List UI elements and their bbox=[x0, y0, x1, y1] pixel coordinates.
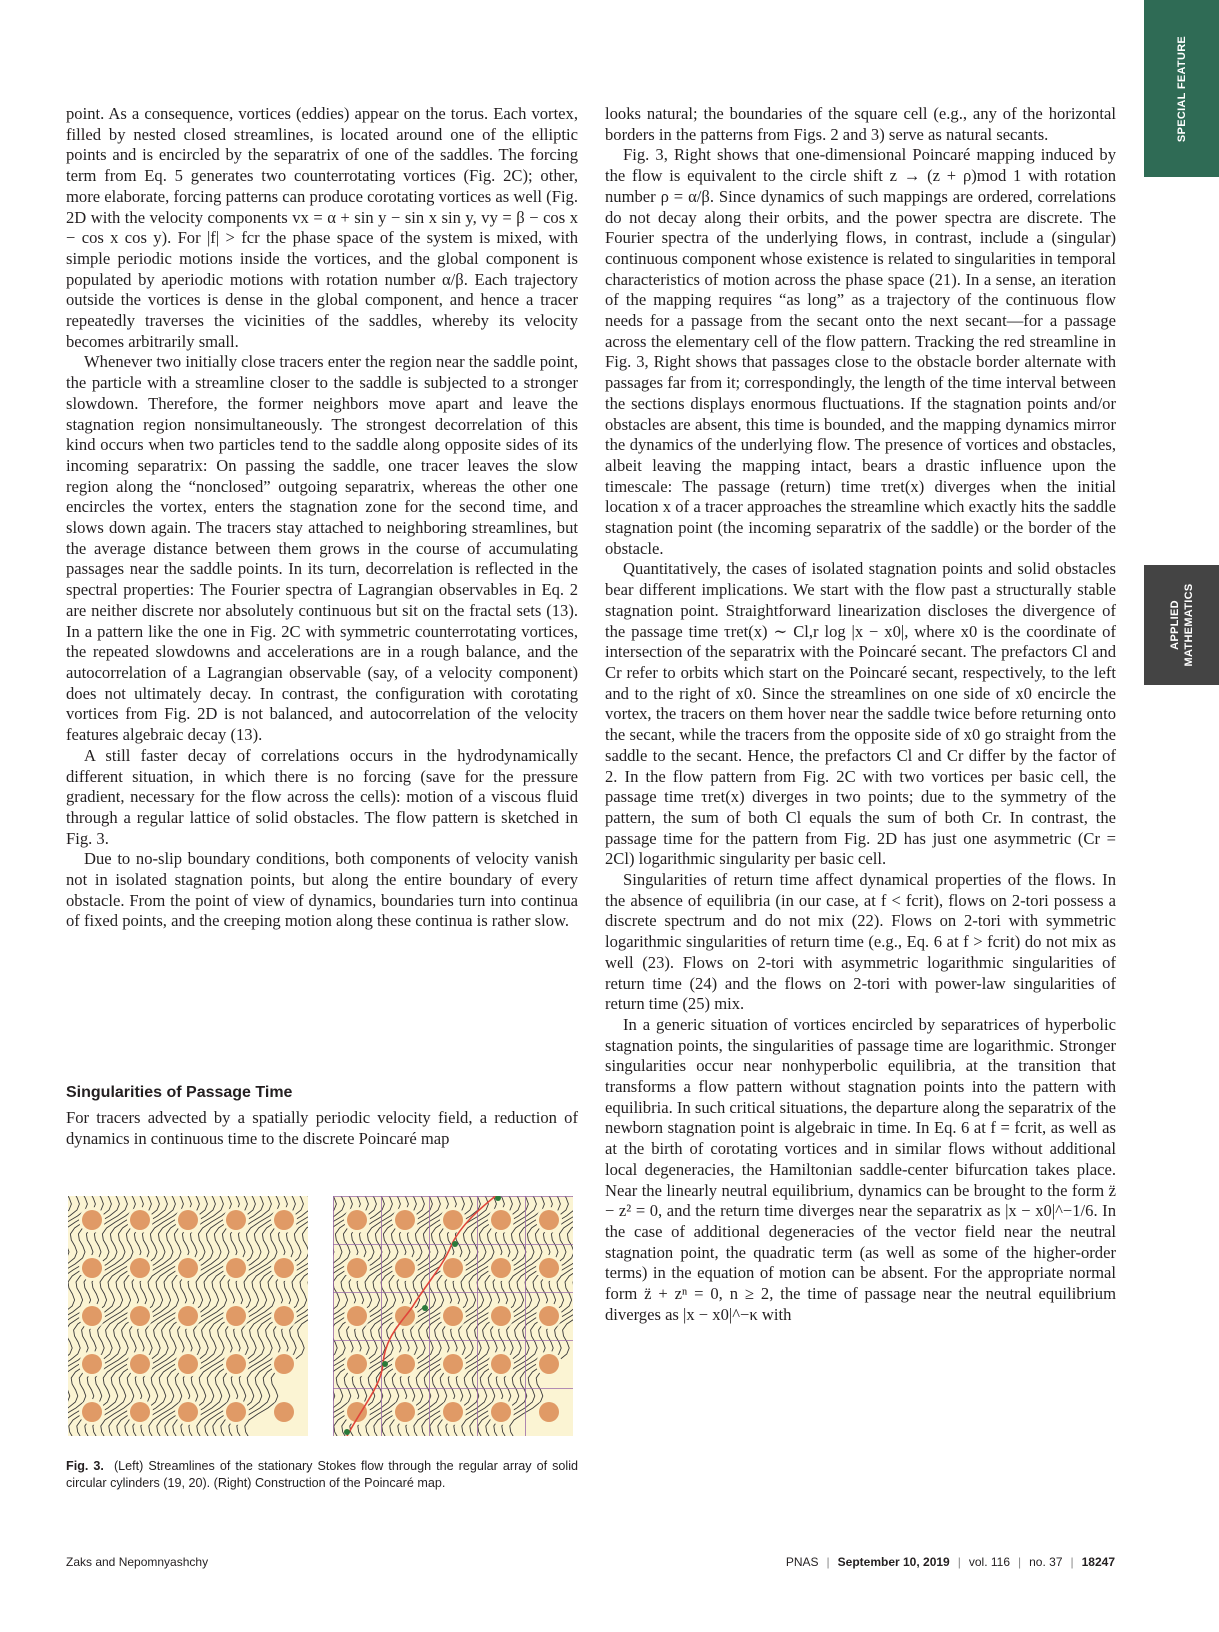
obstacle-cylinder bbox=[539, 1210, 559, 1230]
obstacle-cylinder bbox=[539, 1306, 559, 1326]
paragraph: Due to no-slip boundary conditions, both components of velocity vanish not in isolated stagnation points, but along the entire boundary of every obstacle. From the point of view of dynamics, boundaries turn into continua of fixed points, and the creeping motion along these continua is rather slow. bbox=[66, 849, 578, 931]
caption-label: Fig. 3. bbox=[66, 1459, 104, 1473]
obstacle-cylinder bbox=[178, 1210, 198, 1230]
obstacle-cylinder bbox=[443, 1210, 463, 1230]
footer-citation: PNAS | September 10, 2019 | vol. 116 | no. 37 | 18247 bbox=[785, 1555, 1115, 1569]
obstacle-cylinder bbox=[491, 1210, 511, 1230]
paragraph: Whenever two initially close tracers enter the region near the saddle point, the particle with a streamline closer to the saddle is subjected to a stronger slowdown. Therefore, the former neighbors move apart and leave the stagnation region nonsimultaneously. The strongest decorrelation of this kind occurs when two particles tend to the saddle along opposite sides of its incoming separatrix: On passing the saddle, one tracer leaves the slow region along the “nonclosed” outgoing separatrix, whereas the other one encircles the vortex, enters the stagnation zone for the second time, and slows down again. The tracers stay attached to neighboring streamlines, but the average distance between them grows in the course of accumulating passages near the saddle points. In its turn, decorrelation is reflected in the spectral properties: The Fourier spectra of Lagrangian observables in Eq. 2 are neither discrete nor absolutely continuous but sit on the fractal sets (13). In a pattern like the one in Fig. 2C with symmetric counterrotating vortices, the repeated slowdowns and accelerations are in a rough balance, and the autocorrelation of a Lagrangian observable (say, of a velocity component) does not ultimately decay. In contrast, the configuration with corotating vortices from Fig. 2D is not balanced, and autocorrelation of the velocity features algebraic decay (13). bbox=[66, 352, 578, 745]
obstacle-cylinder bbox=[491, 1306, 511, 1326]
paragraph: Quantitatively, the cases of isolated stagnation points and solid obstacles bear different implications. We start with the flow past a structurally stable stagnation point. Straightforward linearization discloses the divergence of the passage time τret(x) ∼ Cl,r log |x − x0|, where x0 is the coordinate of intersection of the separatrix with the Poincaré secant. The prefactors Cl and Cr refer to orbits which start on the Poincaré secant, respectively, to the left and to the right of x0. Since the streamlines on one side of x0 encircle the vortex, the tracers on them hover near the saddle twice before returning onto the secant, while the tracers from the opposite side of x0 go straight from the saddle to the secant. Hence, the prefactors Cl and Cr differ by the factor of 2. In the flow pattern from Fig. 2C with two vortices per basic cell, the passage time τret(x) diverges in two points; due to the symmetry of the pattern, the sum of both Cl equals the sum of both Cr. In contrast, the passage time for the pattern from Fig. 2D has just one asymmetric (Cr = 2Cl) logarithmic singularity per basic cell. bbox=[605, 559, 1116, 869]
footer-journal: PNAS bbox=[785, 1555, 819, 1569]
figure-caption bbox=[66, 1458, 578, 1492]
obstacle-cylinder bbox=[178, 1402, 198, 1422]
obstacle-cylinder bbox=[539, 1354, 559, 1374]
intersection-point bbox=[495, 1196, 501, 1201]
obstacle-cylinder bbox=[82, 1210, 102, 1230]
obstacle-cylinder bbox=[347, 1258, 367, 1278]
obstacle-cylinder bbox=[395, 1210, 415, 1230]
obstacle-cylinder bbox=[443, 1258, 463, 1278]
intersection-point bbox=[382, 1361, 388, 1367]
obstacle-cylinder bbox=[491, 1354, 511, 1374]
obstacle-cylinder bbox=[82, 1258, 102, 1278]
paragraph: looks natural; the boundaries of the square cell (e.g., any of the horizontal borders in the patterns from Figs. 2 and 3) serve as natural secants. bbox=[605, 104, 1116, 144]
right-column bbox=[605, 104, 1116, 1325]
obstacle-cylinder bbox=[347, 1354, 367, 1374]
paragraph: Fig. 3, Right shows that one-dimensional Poincaré mapping induced by the flow is equivalent to the circle shift z → (z + ρ)mod 1 with rotation number ρ = α/β. Since dynamics of such mappings are ordered, correlations do not decay along their orbits, and the power spectra are discrete. The Fourier spectra of the underlying flows, in contrast, include a (singular) continuous component whose existence is related to singularities in temporal characteristics of motion across the phase space (21). In a sense, an iteration of the mapping requires “as long” as a trajectory of the continuous flow needs for a passage from the secant onto the next secant—for a passage across the elementary cell of the flow pattern. Tracking the red streamline in Fig. 3, Right shows that passages close to the obstacle border alternate with passages far from it; correspondingly, the length of the time interval between the sections displays enormous fluctuations. If the stagnation points and/or obstacles are absent, this time is bounded, and the mapping dynamics mirror the dynamics of the underlying flow. The presence of vortices and obstacles, albeit leaving the mapping intact, bears a drastic influence upon the timescale: The passage (return) time τret(x) diverges when the initial location x of a tracer approaches the streamline which exactly hits the saddle stagnation point (the incoming separatrix of the saddle) or the border of the obstacle. bbox=[605, 145, 1116, 558]
obstacle-cylinder bbox=[226, 1354, 246, 1374]
footer-authors: Zaks and Nepomnyashchy bbox=[66, 1555, 209, 1569]
figure-right-panel bbox=[333, 1196, 573, 1436]
obstacle-cylinder bbox=[82, 1354, 102, 1374]
obstacle-cylinder bbox=[130, 1258, 150, 1278]
obstacle-cylinder bbox=[82, 1402, 102, 1422]
obstacle-cylinder bbox=[274, 1306, 294, 1326]
special-feature-label: SPECIAL FEATURE bbox=[1175, 35, 1188, 142]
paragraph: Singularities of return time affect dynamical properties of the flows. In the absence of equilibria (in our case, at f < fcrit), flows on 2-tori possess a discrete spectrum and do not mix (22). Flows on 2-tori with symmetric logarithmic singularities of return time (e.g., Eq. 6 at f > fcrit) do not mix as well (23). Flows on 2-tori with asymmetric logarithmic singularities of return time (24) and the flows on 2-tori with power-law singularities of return time (25) mix. bbox=[605, 870, 1116, 1014]
obstacle-cylinder bbox=[347, 1306, 367, 1326]
obstacle-cylinder bbox=[226, 1210, 246, 1230]
intersection-point bbox=[422, 1305, 428, 1311]
obstacle-cylinder bbox=[491, 1258, 511, 1278]
obstacle-cylinder bbox=[539, 1402, 559, 1422]
obstacle-cylinder bbox=[443, 1402, 463, 1422]
obstacle-cylinder bbox=[130, 1306, 150, 1326]
left-column bbox=[66, 104, 578, 932]
intersection-point bbox=[344, 1429, 350, 1435]
obstacle-cylinder bbox=[395, 1402, 415, 1422]
obstacle-cylinder bbox=[130, 1354, 150, 1374]
obstacle-cylinder bbox=[82, 1306, 102, 1326]
section-label bbox=[1168, 584, 1196, 667]
obstacle-cylinder bbox=[178, 1354, 198, 1374]
obstacle-cylinder bbox=[226, 1306, 246, 1326]
obstacle-cylinder bbox=[226, 1402, 246, 1422]
paragraph: A still faster decay of correlations occurs in the hydrodynamically different situation, in which there is no forcing (save for the pressure gradient, necessary for the flow across the cells): motion of a viscous fluid through a regular lattice of solid obstacles. The flow pattern is sketched in Fig. 3. bbox=[66, 745, 578, 848]
obstacle-cylinder bbox=[274, 1402, 294, 1422]
footer-date: September 10, 2019 bbox=[837, 1555, 950, 1569]
paragraph: point. As a consequence, vortices (eddies) appear on the torus. Each vortex, filled by nested closed streamlines, is located around one of the elliptic points and is encircled by the separatrix of one of the saddles. The forcing term from Eq. 5 generates two counterrotating vortices (Fig. 2C); other, more elaborate, forcing patterns can produce corotating vortices as well (Fig. 2D with the velocity components vx = α + sin y − sin x sin y, vy = β − cos x − cos x cos y). For |f| > fcr the phase space of the system is mixed, with simple periodic motions inside the vortices, and the global component is populated by aperiodic motions with rotation number α/β. Each trajectory outside the vortices is dense in the global component, and hence a tracer repeatedly traverses the vicinities of the saddles, whereby its velocity becomes arbitrarily small. bbox=[66, 104, 578, 351]
figure-left-panel bbox=[68, 1196, 308, 1436]
section-label-line1: APPLIED bbox=[1168, 600, 1181, 650]
obstacle-cylinder bbox=[395, 1354, 415, 1374]
obstacle-cylinder bbox=[491, 1402, 511, 1422]
obstacle-cylinder bbox=[395, 1258, 415, 1278]
obstacle-cylinder bbox=[443, 1354, 463, 1374]
obstacle-cylinder bbox=[226, 1258, 246, 1278]
obstacle-cylinder bbox=[178, 1258, 198, 1278]
obstacle-cylinder bbox=[178, 1306, 198, 1326]
obstacle-cylinder bbox=[443, 1306, 463, 1326]
caption-text: (Left) Streamlines of the stationary Stokes flow through the regular array of solid circular cylinders (19, 20). (Right) Construction of the Poincaré map. bbox=[66, 1459, 578, 1490]
section-tab bbox=[1144, 565, 1219, 685]
footer-issue: no. 37 bbox=[1029, 1555, 1063, 1569]
footer-volume: vol. 116 bbox=[968, 1555, 1010, 1569]
poincare-map-plot bbox=[333, 1196, 573, 1436]
obstacle-cylinder bbox=[274, 1258, 294, 1278]
section-heading: Singularities of Passage Time bbox=[66, 1084, 293, 1101]
special-feature-tab bbox=[1144, 0, 1219, 177]
obstacle-cylinder bbox=[274, 1354, 294, 1374]
obstacle-cylinder bbox=[274, 1210, 294, 1230]
section-intro-text: For tracers advected by a spatially periodic velocity field, a reduction of dynamics in continuous time to the discrete Poincaré map bbox=[66, 1108, 578, 1148]
obstacle-cylinder bbox=[347, 1210, 367, 1230]
footer-page: 18247 bbox=[1081, 1555, 1115, 1569]
obstacle-cylinder bbox=[130, 1402, 150, 1422]
obstacle-cylinder bbox=[130, 1210, 150, 1230]
streamlines-plot bbox=[68, 1196, 308, 1436]
paragraph: In a generic situation of vortices encircled by separatrices of hyperbolic stagnation points, the singularities of passage time are logarithmic. Stronger singularities occur near nonhyperbolic equilibria, at the transition that transforms a flow pattern without stagnation points into the pattern with equilibria. In such critical situations, the departure along the separatrix of the newborn stagnation point is algebraic in time. In Eq. 6 at f = fcrit, as well as at the birth of corotating vortices and in similar flows without additional local degeneracies, the Hamiltonian saddle-center bifurcation takes place. Near the linearly neutral equilibrium, dynamics can be brought to the form z̈ − z² = 0, and the return time diverges near the separatrix as |x − x0|^−1/6. In the case of additional degeneracies of the vector field near the neutral stagnation point, the quadratic term (as well as some of the higher-order terms) in the equation of motion can be absent. For the appropriate normal form z̈ + zⁿ = 0, n ≥ 2, the time of passage near the neutral equilibrium diverges as |x − x0|^−κ with bbox=[605, 1014, 1117, 1324]
section-label-line2: MATHEMATICS bbox=[1182, 583, 1195, 667]
intersection-point bbox=[452, 1241, 458, 1247]
obstacle-cylinder bbox=[539, 1258, 559, 1278]
